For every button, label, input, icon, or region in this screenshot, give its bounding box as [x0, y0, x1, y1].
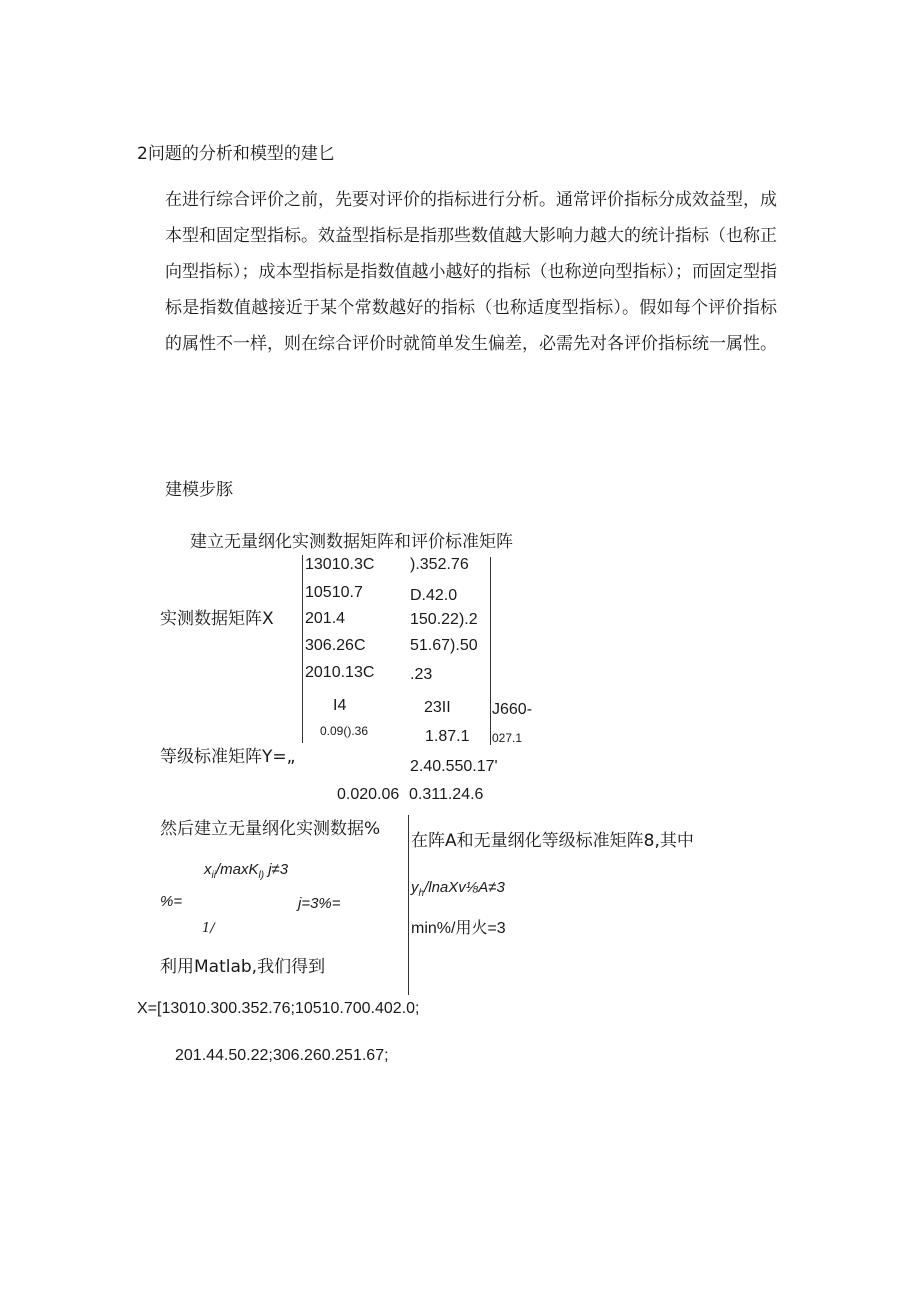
matrix-y-cell: 0.311.24.6 [409, 786, 484, 803]
matrix-x-cell: 306.26C [305, 637, 366, 654]
intro-paragraph: 在进行综合评价之前，先要对评价的指标进行分析。通常评价指标分成效益型，成本型和固定型指标。效益型指标是指那些数值越大影响力越大的统计指标（也称正向型指标）；成本型指标是指数值越小越好的指标（也称逆向型指标）；而固定型指标是指数值越接近于某个常数越好的指标（也称适度型指标）。假如每个评价指标的属性不一样，则在综合评价时就简单发生偏差，必需先对各评价指标统一属性。 [165, 190, 777, 354]
section-heading: 2问题的分析和模型的建匕 [137, 144, 335, 164]
formula-j-eq: j=3%= [298, 895, 341, 912]
matrix-x-cell: 201.4 [305, 610, 346, 627]
matrix-y-cell: I4 [333, 697, 347, 714]
matrix-x-cell: ).352.76 [410, 556, 469, 573]
result-line: X=[13010.300.352.76;10510.700.402.0; [137, 1000, 420, 1017]
formula-y-expr: $y_h/lnaXv\frac{1}{8}A\ne 3$ [411, 879, 505, 899]
then-line-left: 然后建立无量纲化实测数据% [160, 819, 381, 839]
matrix-y-cell: 2.40.550.17' [410, 758, 498, 775]
matrix-x-cell: D.42.0 [410, 587, 458, 604]
matrix-x-label: 实测数据矩阵X [160, 609, 274, 629]
matrix-x-cell: 2010.13C [305, 664, 375, 681]
matrix-y-cell: 0.09().36 [320, 724, 369, 738]
matrix-x-cell: .23 [410, 666, 433, 683]
matrix-x-cell: 150.22).2 [410, 611, 478, 628]
matrix-y-cell: 0.020.06 [337, 786, 400, 803]
matrix-y-cell: 23II [424, 699, 451, 716]
formula-frac: 1/ [202, 921, 215, 936]
then-line-right: 在阵A和无量纲化等级标准矩阵8,其中 [411, 831, 694, 851]
matrix-y-cell: 027.1 [492, 731, 523, 745]
matrix-x-cell: 13010.3C [305, 556, 375, 573]
formula-x-expr: $x_{ii}/\max K_{l)}$ j≠3 [204, 861, 289, 881]
matlab-line: 利用Matlab,我们得到 [160, 957, 326, 977]
matrix-y-cell: 1.87.1 [425, 728, 470, 745]
matrix-left-bracket [302, 555, 303, 743]
matrix-y-cell: J660- [492, 701, 533, 718]
matrix-x-cell: 51.67).50 [410, 637, 478, 654]
step1-line: 建立无量纲化实测数据矩阵和评价标准矩阵 [190, 532, 513, 552]
result-line: 201.44.50.22;306.260.251.67; [175, 1047, 389, 1064]
matrix-y-label: 等级标准矩阵Y=„ [160, 747, 296, 767]
matrix-x-cell: 10510.7 [305, 584, 363, 601]
steps-label: 建模步豚 [165, 480, 233, 500]
column-divider [408, 815, 409, 995]
formula-pct-eq: %= [160, 893, 183, 910]
matrix-right-bracket [490, 557, 491, 745]
formula-min-expr: min%/用火=3 [411, 920, 506, 937]
